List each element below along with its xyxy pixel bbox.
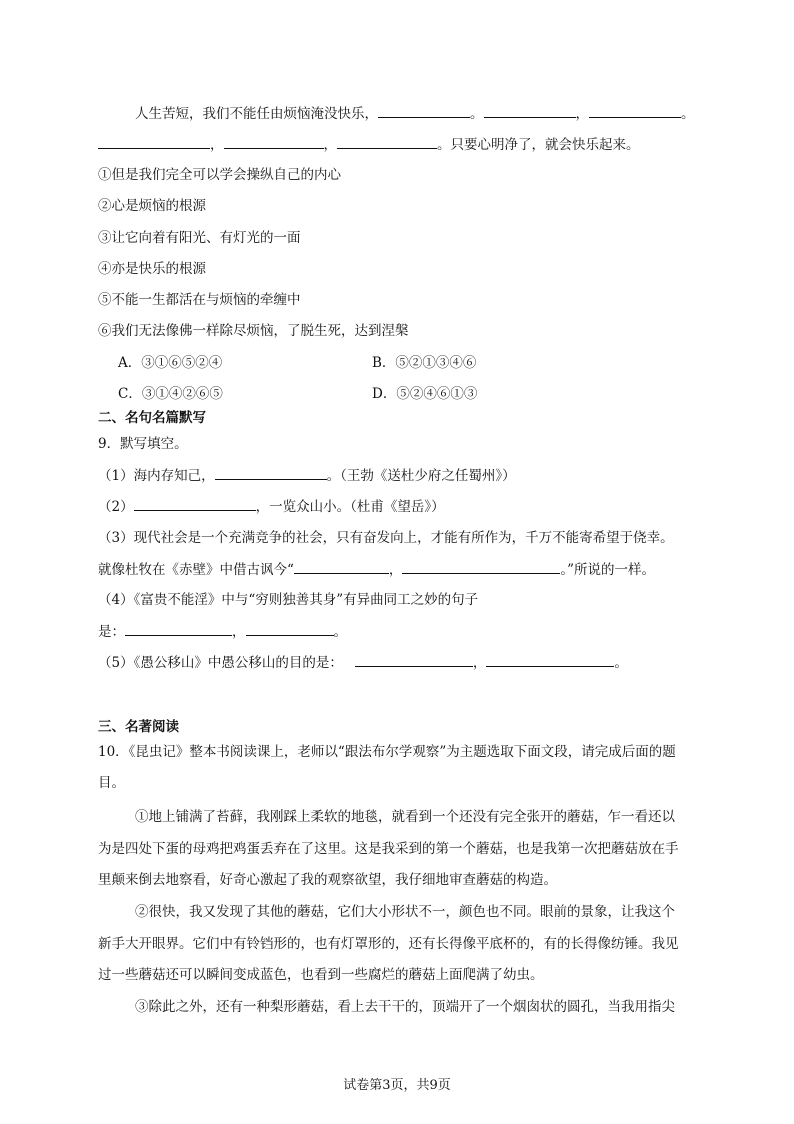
q8-item-4: ④亦是快乐的根源 — [98, 261, 206, 277]
answer-blank[interactable] — [134, 496, 256, 511]
passage-p3-line1: ③除此之外，还有一种梨形蘑菇，看上去干干的，顶端开了一个烟囱状的圆孔，当我用指尖 — [135, 999, 675, 1015]
passage-p2-line3: 过一些蘑菇还可以瞬间变成蓝色，也看到一些腐烂的蘑菇上面爬满了幼虫。 — [98, 967, 544, 983]
q9-sub4-line2 — [98, 621, 347, 642]
q9-sub1-text: （1）海内存知己， — [98, 468, 215, 484]
q8-line2 — [98, 134, 640, 155]
answer-blank[interactable] — [589, 103, 681, 118]
punct: 。 — [681, 106, 695, 122]
q8-option-c[interactable]: C．③①④②⑥⑤ — [118, 386, 223, 402]
answer-blank[interactable] — [125, 621, 232, 636]
answer-blank[interactable] — [224, 134, 324, 149]
q9-sub4-text: 是： — [98, 624, 125, 640]
answer-blank[interactable] — [378, 103, 470, 118]
answer-blank[interactable] — [215, 465, 327, 480]
section3-heading: 三、名著阅读 — [98, 719, 179, 735]
passage-p2-line2: 新手大开眼界。它们中有铃铛形的，也有灯罩形的，还有长得像平底杯的，有的长得像纺锤。我见 — [98, 936, 679, 952]
q8-option-a[interactable]: A．③①⑥⑤②④ — [118, 355, 223, 371]
punct: 。 — [614, 655, 628, 671]
page-footer: 试卷第3页，共9页 — [343, 1078, 451, 1093]
q9-sub2-number: （2） — [98, 499, 134, 515]
punct: 。 — [333, 624, 347, 640]
q9-sub3-line1: （3）现代社会是一个充满竞争的社会，只有奋发向上，才能有所作为，千万不能寄希望于侥幸。 — [98, 530, 674, 546]
passage-p1-line2: 为是四处下蛋的母鸡把鸡蛋丢弃在了这里。这是我采到的第一个蘑菇，也是我第一次把蘑菇放在手 — [98, 841, 679, 857]
q9-sub3-text: 就像杜牧在《赤壁》中借古讽今“ — [98, 562, 294, 578]
passage-p2-line1: ②很快，我又发现了其他的蘑菇，它们大小形状不一，颜色也不同。眼前的景象，让我这个 — [135, 904, 675, 920]
answer-blank[interactable] — [98, 134, 210, 149]
q8-item-6: ⑥我们无法像佛一样除尽烦恼，了脱生死，达到涅槃 — [98, 323, 409, 339]
q10-line2: 目。 — [98, 775, 125, 791]
answer-blank[interactable] — [294, 559, 389, 574]
punct: ， — [472, 655, 487, 671]
q8-item-5: ⑤不能一生都活在与烦恼的牵缠中 — [98, 292, 301, 308]
punct: ， — [210, 137, 224, 153]
q8-item-2: ②心是烦恼的根源 — [98, 198, 206, 214]
passage-p1-line3: 里颠来倒去地察看，好奇心激起了我的观察欲望，我仔细地审查蘑菇的构造。 — [98, 872, 557, 888]
q9-sub1-source: 。（王勃《送杜少府之任蜀州》） — [326, 468, 516, 484]
q9-title: 9．默写填空。 — [98, 436, 188, 452]
passage-p1-line1: ①地上铺满了苔藓，我刚踩上柔软的地毯，就看到一个还没有完全张开的蘑菇，乍一看还以 — [135, 809, 675, 825]
q9-sub5 — [98, 652, 628, 673]
q9-sub4-line1: （4）《富贵不能淫》中与“穷则独善其身”有异曲同工之妙的句子 — [98, 592, 479, 608]
answer-blank[interactable] — [402, 559, 560, 574]
q8-line1 — [135, 103, 695, 124]
q8-line2-text: 。只要心明净了，就会快乐起来。 — [437, 137, 640, 153]
q8-line1-text: 人生苦短，我们不能任由烦恼淹没快乐， — [135, 106, 378, 122]
q8-option-b[interactable]: B．⑤②①③④⑥ — [372, 355, 477, 371]
answer-blank[interactable] — [486, 652, 614, 667]
answer-blank[interactable] — [484, 103, 576, 118]
punct: ， — [232, 624, 246, 640]
q10-line1: 10．《昆虫记》整本书阅读课上，老师以“跟法布尔学观察”为主题选取下面文段，请完成后面的题 — [98, 744, 676, 760]
punct: ， — [575, 106, 589, 122]
q8-item-1: ①但是我们完全可以学会操纵自己的内心 — [98, 167, 341, 183]
punct: ， — [388, 562, 403, 578]
answer-blank[interactable] — [246, 621, 334, 636]
punct: ， — [323, 137, 337, 153]
q9-sub1 — [98, 465, 516, 486]
punct: 。 — [470, 106, 484, 122]
q9-sub3-line2 — [98, 559, 655, 580]
section2-heading: 二、名句名篇默写 — [98, 410, 206, 426]
q8-option-d[interactable]: D．⑤②④⑥①③ — [372, 386, 478, 402]
q9-sub2 — [98, 496, 445, 517]
answer-blank[interactable] — [337, 134, 437, 149]
q9-sub2-text: ，一览众山小。（杜甫《望岳》） — [255, 499, 445, 515]
q9-sub5-text: （5）《愚公移山》中愚公移山的目的是： — [98, 655, 343, 671]
answer-blank[interactable] — [355, 652, 473, 667]
q9-sub3-end: 。”所说的一样。 — [560, 562, 656, 578]
q8-item-3: ③让它向着有阳光、有灯光的一面 — [98, 230, 301, 246]
